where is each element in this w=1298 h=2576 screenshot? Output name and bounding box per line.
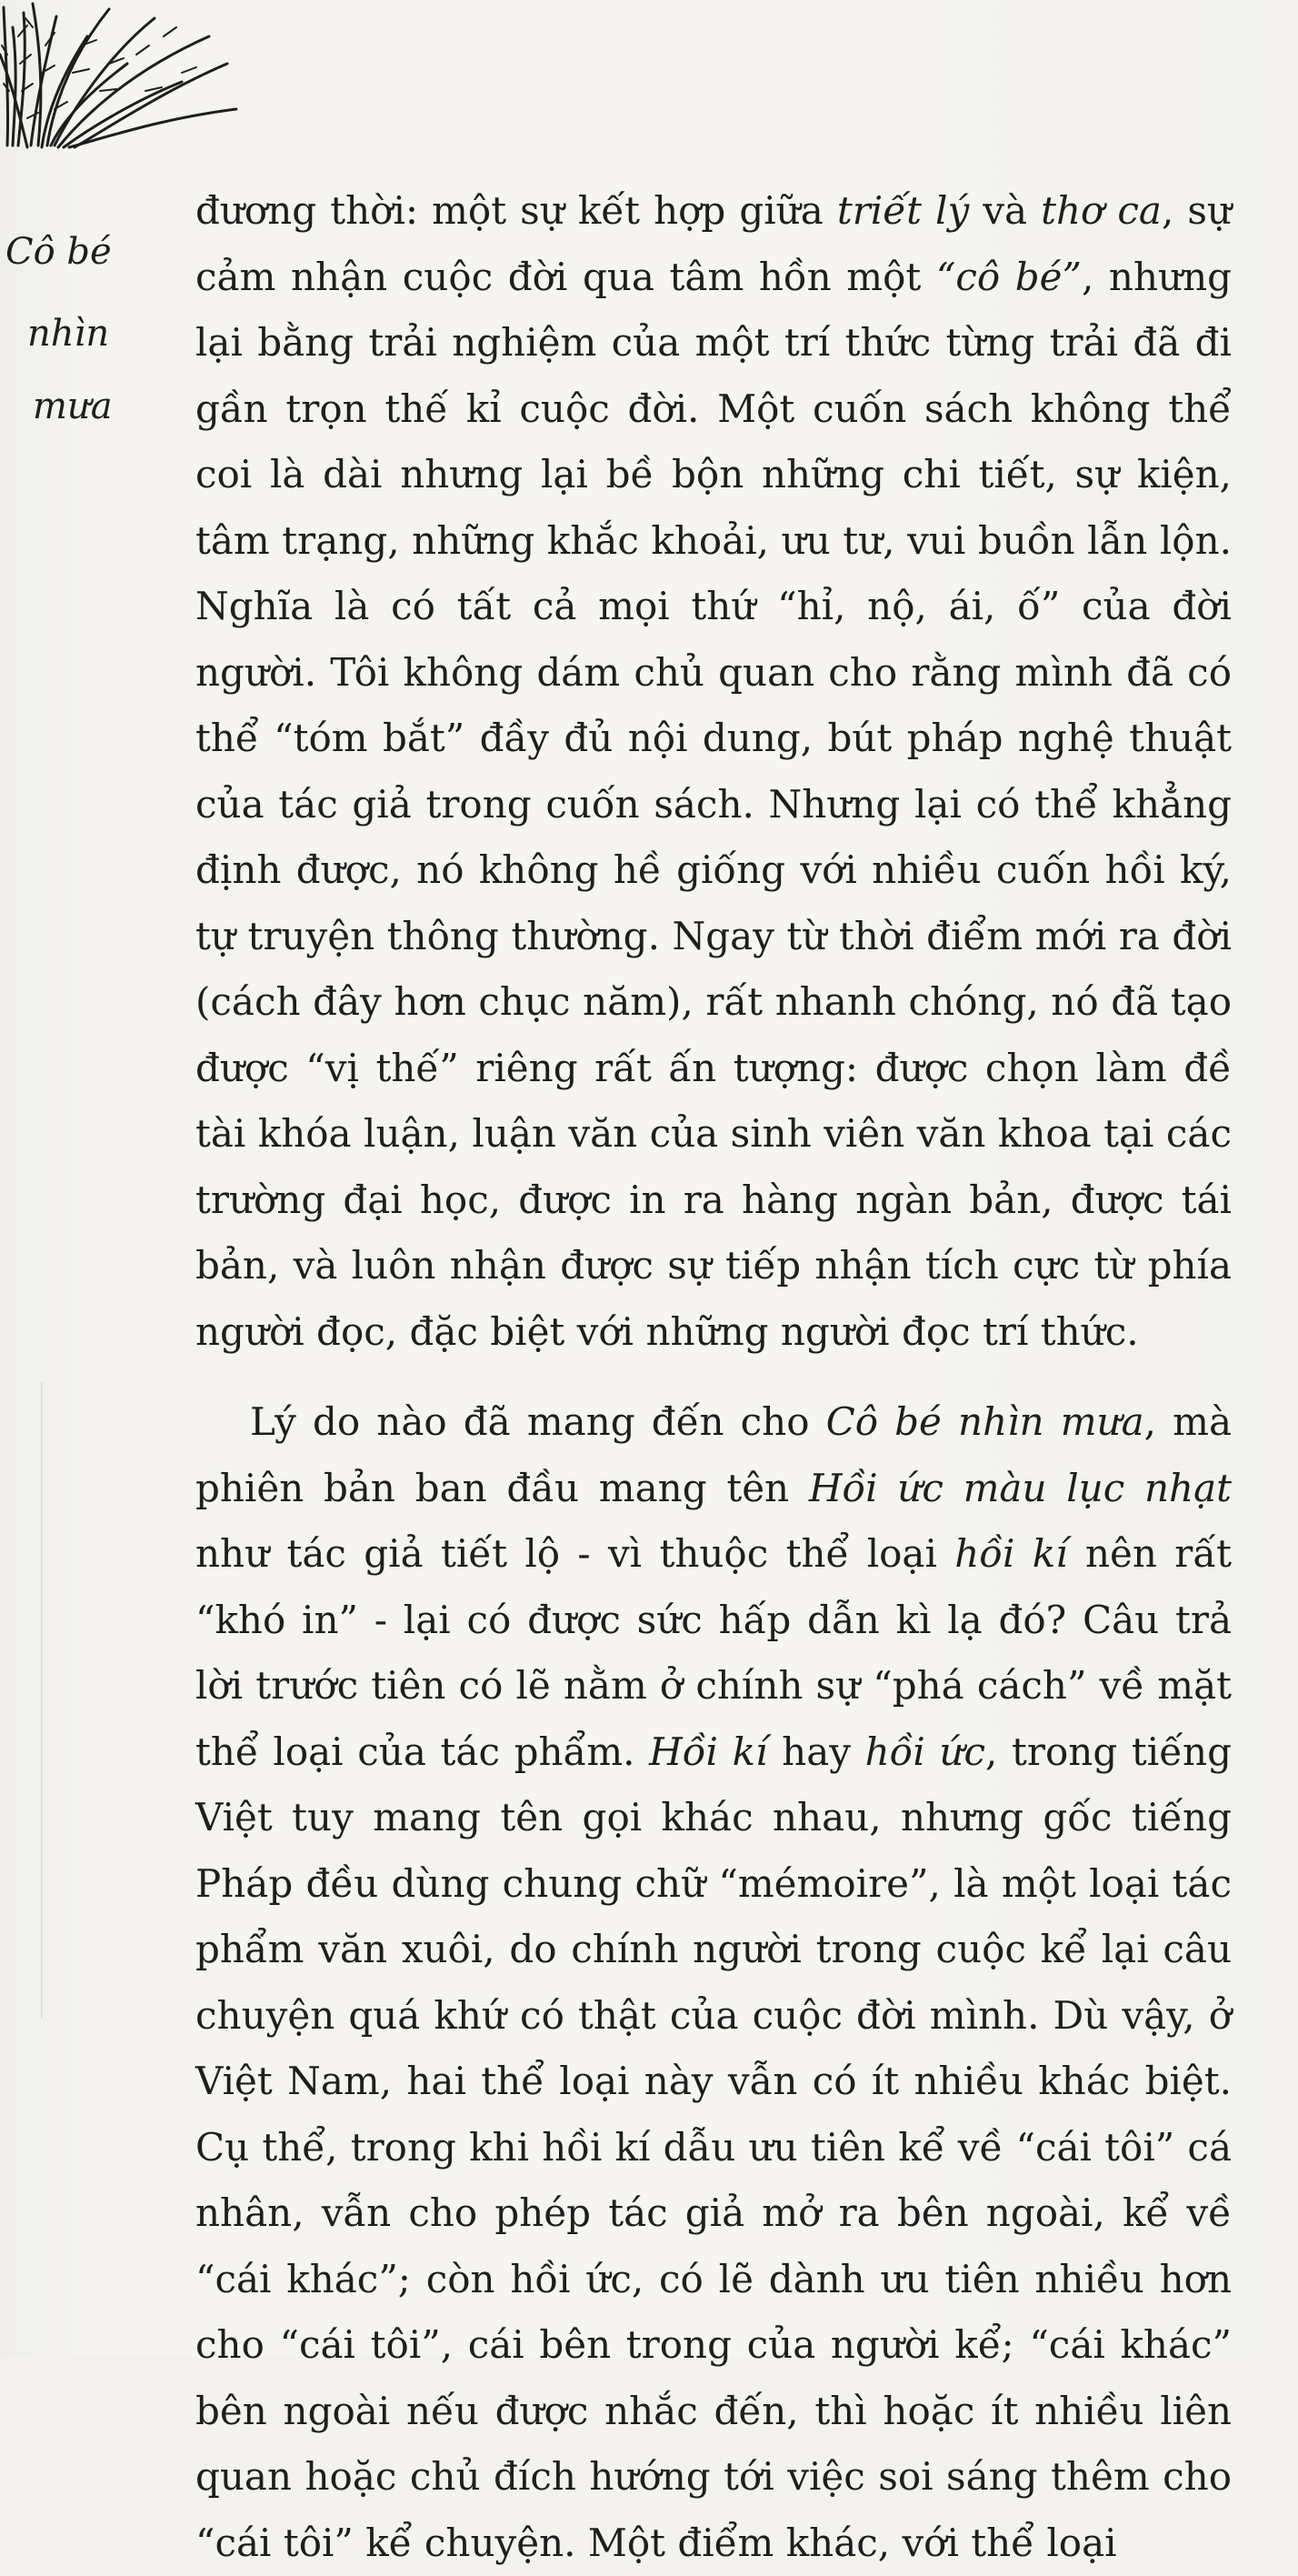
body-text <box>195 178 1232 2576</box>
paragraph <box>195 178 1232 1365</box>
italic-run: Hồi ức màu lục nhạt <box>808 1465 1232 1510</box>
text-run: như tác giả tiết lộ - vì thuộc thể loại <box>195 1531 955 1576</box>
running-head-line-1: Cô bé <box>5 231 112 273</box>
paragraph <box>195 1389 1232 2576</box>
bleed-through-margin <box>24 1382 60 2019</box>
italic-run: “cô bé” <box>935 254 1082 299</box>
running-head-line-2: nhìn <box>27 313 110 355</box>
text-run: và <box>969 188 1042 233</box>
text-run: , trong tiếng Việt tuy mang tên gọi khác nhau, nhưng gốc tiếng Pháp đều dùng chung chữ “mémoire”, là một loại tác phẩm văn xuôi, do chính người trong cuộc kể lại câu chuyện quá khứ có thật của cuộc đời mình. Dù vậy, ở Việt Nam, hai thể loại này vẫn có ít nhiều khác biệt. Cụ thể, trong khi hồi kí dẫu ưu tiên kể về “cái tôi” cá nhân, vẫn cho phép tác giả mở ra bên ngoài, kể về “cái khác”; còn hồi ức, có lẽ dành ưu tiên nhiều hơn cho “cái tôi”, cái bên trong của người kể; “cái khác” bên ngoài nếu được nhắc đến, thì hoặc ít nhiều liên quan hoặc chủ đích hướng tới việc soi sáng thêm cho “cái tôi” kể chuyện. Một điểm khác, với thể loại <box>195 1729 1232 2565</box>
italic-run: hồi kí <box>954 1531 1068 1576</box>
text-run: , sự cảm nhận cuộc đời qua tâm hồn một <box>195 188 1232 299</box>
italic-run: thơ ca <box>1041 188 1162 233</box>
text-run: đương thời: một sự kết hợp giữa <box>195 188 837 233</box>
italic-run: triết lý <box>836 188 970 233</box>
text-run: , mà phiên bản ban đầu mang tên <box>195 1399 1232 1510</box>
text-run: nên rất “khó in” - lại có được sức hấp dẫn kì lạ đó? Câu trả lời trước tiên có lẽ nằm ở chính sự “phá cách” về mặt thể loại của tác phẩm. <box>195 1531 1232 1774</box>
italic-run: hồi ức <box>864 1729 986 1774</box>
italic-run: Cô bé nhìn mưa <box>825 1399 1144 1444</box>
italic-run: Hồi kí <box>649 1729 768 1774</box>
text-run: Lý do nào đã mang đến cho <box>250 1399 826 1444</box>
grass-ornament-icon <box>0 0 245 150</box>
running-head-line-3: mưa <box>33 386 113 427</box>
text-run: , nhưng lại bằng trải nghiệm của một trí thức từng trải đã đi gần trọn thế kỉ cuộc đời. Một cuốn sách không thể coi là dài nhưng lại bề bộn những chi tiết, sự kiện, tâm trạng, những khắc khoải, ưu tư, vui buồn lẫn lộn. Nghĩa là có tất cả mọi thứ “hỉ, nộ, ái, ố” của đời người. Tôi không dám chủ quan cho rằng mình đã có thể “tóm bắt” đầy đủ nội dung, bút pháp nghệ thuật của tác giả trong cuốn sách. Nhưng lại có thể khẳng định được, nó không hề giống với nhiều cuốn hồi ký, tự truyện thông thường. Ngay từ thời điểm mới ra đời (cách đây hơn chục năm), rất nhanh chóng, nó đã tạo được “vị thế” riêng rất ấn tượng: được chọn làm đề tài khóa luận, luận văn của sinh viên văn khoa tại các trường đại học, được in ra hàng ngàn bản, được tái bản, và luôn nhận được sự tiếp nhận tích cực từ phía người đọc, đặc biệt với những người đọc trí thức. <box>195 254 1233 1354</box>
text-run: hay <box>767 1729 865 1774</box>
running-head-title <box>0 218 155 436</box>
